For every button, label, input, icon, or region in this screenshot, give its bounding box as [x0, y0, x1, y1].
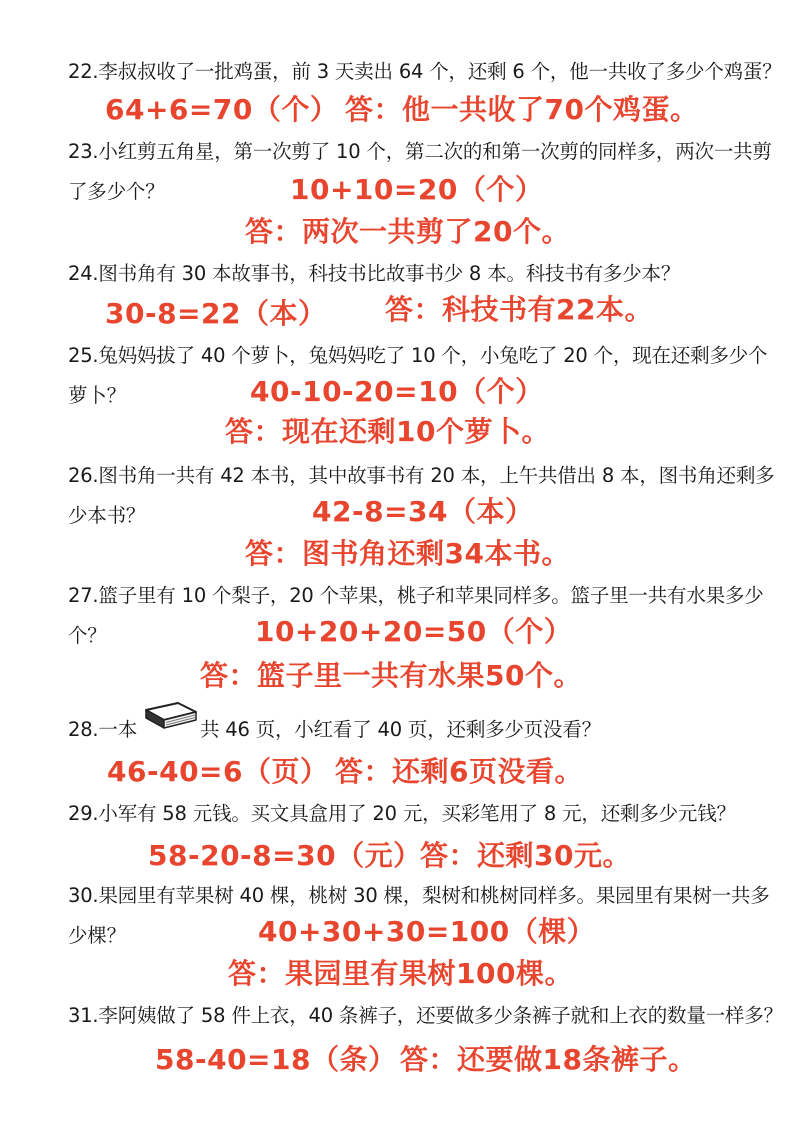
answer-25: 答：现在还剩10个萝卜。 — [225, 415, 550, 448]
equation-28: 46-40=6（页） — [107, 755, 329, 788]
question-26-line-1: 26.图书角一共有 42 本书，其中故事书有 20 本，上午共借出 8 本，图书角还剩多 — [68, 464, 775, 487]
equation-31: 58-40=18（条） — [155, 1043, 397, 1076]
answer-29: 答：还剩30元。 — [420, 839, 631, 872]
question-23-line-1: 23.小红剪五角星，第一次剪了 10 个，第二次的和第一次剪的同样多，两次一共剪 — [68, 140, 772, 163]
equation-27: 10+20+20=50（个） — [255, 615, 573, 648]
question-31: 31.李阿姨做了 58 件上衣，40 条裤子，还要做多少条裤子就和上衣的数量一样多？ — [68, 1004, 783, 1027]
answer-23: 答：两次一共剪了20个。 — [245, 215, 570, 248]
question-26-line-2: 少本书？ — [68, 504, 146, 527]
equation-30: 40+30+30=100（棵） — [258, 915, 596, 948]
question-23-line-2: 了多少个？ — [68, 180, 165, 203]
question-30-line-2: 少棵？ — [68, 924, 126, 947]
question-22: 22.李叔叔收了一批鸡蛋，前 3 天卖出 64 个，还剩 6 个，他一共收了多少个鸡蛋？ — [68, 60, 782, 83]
answer-27: 答：篮子里一共有水果50个。 — [200, 659, 582, 692]
book-icon — [142, 700, 200, 732]
answer-30: 答：果园里有果树100棵。 — [228, 957, 573, 990]
equation-23: 10+10=20（个） — [290, 173, 544, 206]
equation-22: 64+6=70（个） — [105, 93, 339, 126]
answer-31: 答：还要做18条裤子。 — [400, 1043, 697, 1076]
question-27-line-1: 27.篮子里有 10 个梨子，20 个苹果，桃子和苹果同样多。篮子里一共有水果多少 — [68, 584, 764, 607]
answer-24: 答：科技书有22本。 — [385, 293, 653, 326]
question-29: 29.小军有 58 元钱。买文具盒用了 20 元，买彩笔用了 8 元，还剩多少元钱？ — [68, 802, 736, 825]
equation-29: 58-20-8=30（元） — [148, 839, 422, 872]
equation-25: 40-10-20=10（个） — [250, 375, 544, 408]
answer-22: 答：他一共收了70个鸡蛋。 — [345, 93, 699, 126]
question-30-line-1: 30.果园里有苹果树 40 棵，桃树 30 棵，梨树和桃树同样多。果园里有果树一共多 — [68, 884, 770, 907]
equation-24: 30-8=22（本） — [105, 297, 327, 330]
question-25-line-2: 萝卜？ — [68, 384, 126, 407]
answer-26: 答：图书角还剩34本书。 — [245, 537, 570, 570]
question-28-part-b: 共 46 页，小红看了 40 页，还剩多少页没看？ — [200, 718, 601, 741]
equation-26: 42-8=34（本） — [312, 495, 534, 528]
question-24: 24.图书角有 30 本故事书，科技书比故事书少 8 本。科技书有多少本？ — [68, 262, 681, 285]
answer-28: 答：还剩6页没看。 — [335, 755, 583, 788]
question-25-line-1: 25.兔妈妈拔了 40 个萝卜，兔妈妈吃了 10 个，小兔吃了 20 个，现在还剩多少个 — [68, 344, 768, 367]
question-27-line-2: 个？ — [68, 624, 107, 647]
question-28-part-a: 28.一本 — [68, 718, 138, 741]
